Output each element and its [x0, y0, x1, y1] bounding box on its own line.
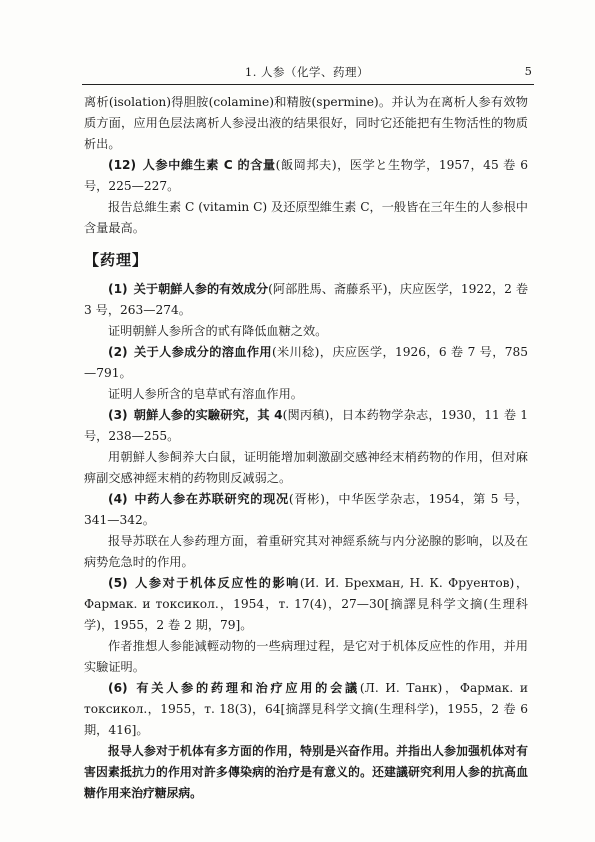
reference-number: (3)	[108, 408, 128, 422]
reference-number: (2)	[108, 345, 128, 359]
page-body	[84, 92, 528, 804]
reference-citation: (阿部胜馬、斋藤系平)，庆应医学，1922，2 卷 3 号，263—274。	[84, 282, 529, 317]
reference-note: 报导苏联在人参药理方面，着重研究其对神經系統与内分泌腺的影响，以及在病势危急时的作用。	[84, 534, 528, 569]
running-header	[82, 64, 532, 82]
reference-number: (1)	[108, 282, 128, 296]
reference-note: 证明人参所含的皂草甙有溶血作用。	[108, 387, 303, 401]
reference-title: 关于朝鮮人参的有效成分	[133, 282, 269, 296]
reference-number: (4)	[108, 492, 128, 506]
reference-citation: (米川稔)，庆应医学，1926，6 卷 7 号，785—791。	[84, 345, 529, 380]
reference-citation: (胥彬)，中华医学杂志，1954，第 5 号，341—342。	[84, 492, 529, 527]
reference-title: 朝鮮人参的实驗研究，其 4	[133, 408, 283, 422]
reference-title: 人参中維生素 C 的含量	[142, 158, 276, 172]
page-number: 5	[524, 64, 532, 78]
reference-entry-6	[84, 678, 528, 741]
reference-entry-4	[84, 489, 528, 531]
reference-title: 中药人参在苏联研究的现况	[133, 492, 289, 506]
reference-citation: (И. И. Брехман, Н. К. Фруентов)，Фармак. и токсикол.，1954，т. 17(4)，27—30[摘譯見科学文摘(生理科学)，1955，2 卷 2 期，79]。	[84, 576, 529, 632]
section-heading-pharmacology: 【药理】	[84, 251, 149, 269]
reference-citation: (Л. И. Танк)，Фармак. и токсикол.，1955，т. 18(3)，64[摘譯見科学文摘(生理科学)，1955，2 卷 6 期，416]。	[84, 681, 529, 737]
reference-citation: (関丙稹)，日本药物学杂志，1930，11 卷 1 号，238—255。	[84, 408, 528, 443]
reference-number: (12)	[108, 158, 137, 172]
reference-title: 人参对于机体反应性的影响	[133, 576, 300, 590]
reference-number: (5)	[108, 576, 128, 590]
reference-note: 证明朝鮮人参所含的甙有降低血糖之效。	[108, 324, 328, 338]
reference-entry-1	[84, 279, 528, 321]
reference-title: 关于人参成分的溶血作用	[133, 345, 272, 359]
reference-entry-12	[84, 155, 528, 197]
reference-title: 有关人参的药理和治疗应用的会議	[133, 681, 360, 695]
reference-note: 报导人参对于机体有多方面的作用，特别是兴奋作用。并指出人参加强机体对有害因素抵抗力的作用对許多傳染病的治疗是有意义的。还建議研究利用人参的抗高血糖作用来治疗糖尿病。	[84, 744, 528, 800]
reference-note: 用朝鮮人参飼养大白鼠，证明能增加刺激副交感神经末梢药物的作用，但对麻痹副交感神經末梢的药物則反减弱之。	[84, 450, 528, 485]
reference-note: 报告总維生素 C (vitamin C) 及还原型維生素 C，一般皆在三年生的人参根中含量最高。	[84, 200, 528, 235]
reference-entry-5	[84, 573, 528, 636]
running-title: 1. 人参（化学、药理）	[244, 65, 370, 79]
header-rule	[82, 84, 534, 85]
continued-paragraph: 离析(isolation)得胆胺(colamine)和精胺(spermine)。并认为在离析人参有效物质方面，应用色层法离析人参浸出液的结果很好，同时它还能把有生物活性的物质析出。	[84, 95, 528, 151]
reference-number: (6)	[108, 681, 128, 695]
reference-entry-3	[84, 405, 528, 447]
reference-citation: (飯岡邦夫)，医学と生物学，1957，45 卷 6 号，225—227。	[84, 158, 528, 193]
reference-entry-2	[84, 342, 528, 384]
reference-note: 作者推想人参能減輕动物的一些病理过程，是它对于机体反应性的作用，并用实驗证明。	[84, 639, 528, 674]
